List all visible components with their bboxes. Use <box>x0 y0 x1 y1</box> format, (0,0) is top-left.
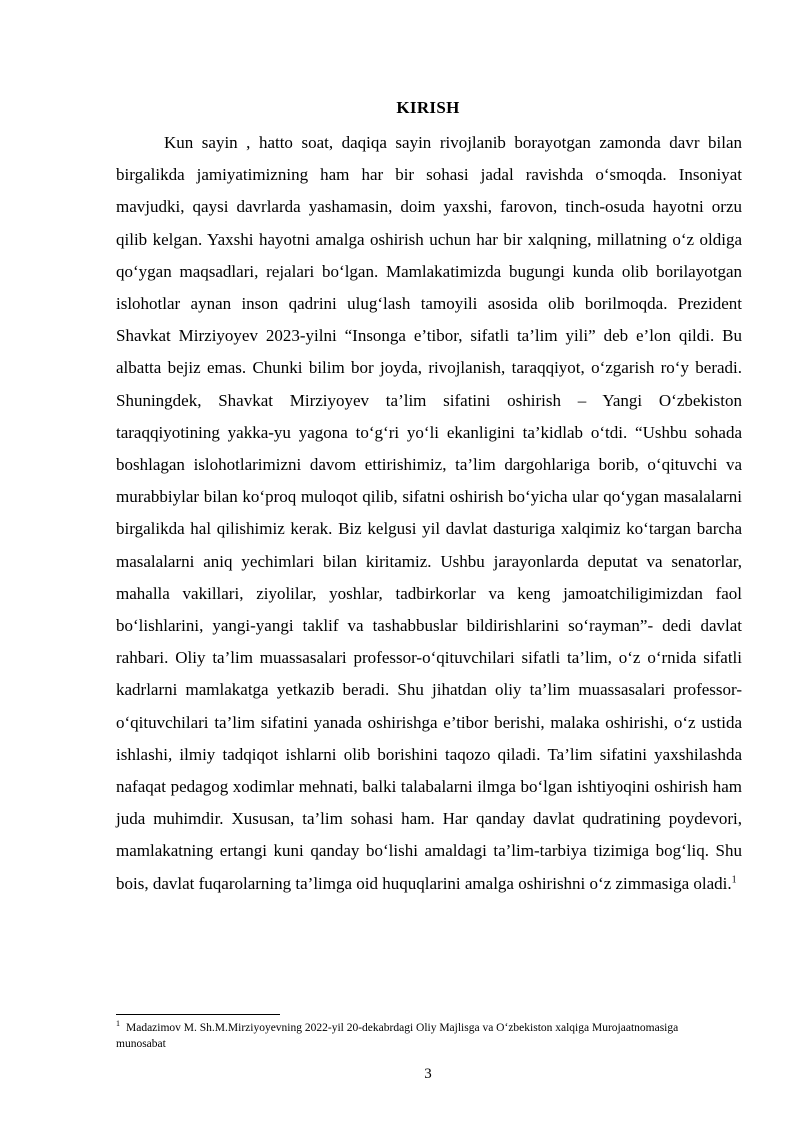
footnote-divider <box>116 1014 280 1015</box>
body-paragraph <box>116 127 742 900</box>
footnote-text: Madazimov M. Sh.M.Mirziyoyevning 2022-yil 20-dekabrdagi Oliy Majlisga va O‘zbekiston xalqiga Murojaatnomasiga munosabat <box>116 1022 679 1050</box>
page-number: 3 <box>424 1066 432 1082</box>
footnote-mark: 1 <box>116 1019 120 1029</box>
paragraph-text: Kun sayin , hatto soat, daqiqa sayin rivojlanib borayotgan zamonda davr bilan birgalikda jamiyatimizning ham har bir sohasi jadal ravishda o‘smoqda. Insoniyat mavjudki, qaysi davrlarda yashamasin, doim yaxshi, farovon, tinch-osuda hayotni orzu qilib kelgan. Yaxshi hayotni amalga oshirish uchun har bir xalqning, millatning o‘z oldiga qo‘ygan maqsadlari, rejalari bo‘lgan. Mamlakatimizda bugungi kunda olib borilayotgan islohotlar aynan inson qadrini ulug‘lash tamoyili asosida olib borilmoqda. Prezident Shavkat Mirziyoyev 2023-yilni “Insonga e’tibor, sifatli ta’lim yili” deb e’lon qildi. Bu albatta bejiz emas. Chunki bilim bor joyda, rivojlanish, taraqqiyot, o‘zgarish ro‘y beradi. Shuningdek, Shavkat Mirziyoyev ta’lim sifatini oshirish – Yangi O‘zbekiston taraqqiyotining yakka-yu yagona to‘g‘ri yo‘li ekanligini ta’kidlab o‘tdi. “Ushbu sohada boshlagan islohotlarimizni davom ettirishimiz, ta’lim dargohlariga borib, o‘qituvchi va murabbiylar bilan ko‘proq muloqot qilib, sifatni oshirish bo‘yicha ular qo‘ygan masalalarni birgalikda hal qilishimiz kerak. Biz kelgusi yil davlat dasturiga xalqimiz ko‘targan barcha masalalarni aniq yechimlari bilan kiritamiz. Ushbu jarayonlarda deputat va senatorlar, mahalla vakillari, ziyolilar, yoshlar, tadbirkorlar va keng jamoatchiligimizdan faol bo‘lishlarini, yangi-yangi taklif va tashabbuslar bildirishlarini so‘rayman”- dedi davlat rahbari. Oliy ta’lim muassasalari professor-o‘qituvchilari sifatli ta’lim, o‘z o‘rnida sifatli kadrlarni mamlakatga yetkazib beradi. Shu jihatdan oliy ta’lim muassasalari professor-o‘qituvchilari ta’lim sifatini yanada oshirishga e’tibor berishi, malaka oshirishi, o‘z ustida ishlashi, ilmiy tadqiqot ishlarni olib borishini taqozo qiladi. Ta’lim sifatini yaxshilashda nafaqat pedagog xodimlar mehnati, balki talabalarni ilmga bo‘lgan ishtiyoqini oshirish ham juda muhimdir. Xususan, ta’lim sohasi ham. Har qanday davlat qudratining poydevori, mamlakatning ertangi kuni qanday bo‘lishi amaldagi ta’lim-tarbiya tizimiga bog‘liq. Shu bois, davlat fuqarolarning ta’limga oid huquqlarini amalga oshirishni o‘z zimmasiga oladi. <box>116 133 742 893</box>
page-title: KIRISH <box>396 98 460 117</box>
footnote <box>116 1020 696 1052</box>
footnote-reference[interactable]: 1 <box>731 874 737 886</box>
